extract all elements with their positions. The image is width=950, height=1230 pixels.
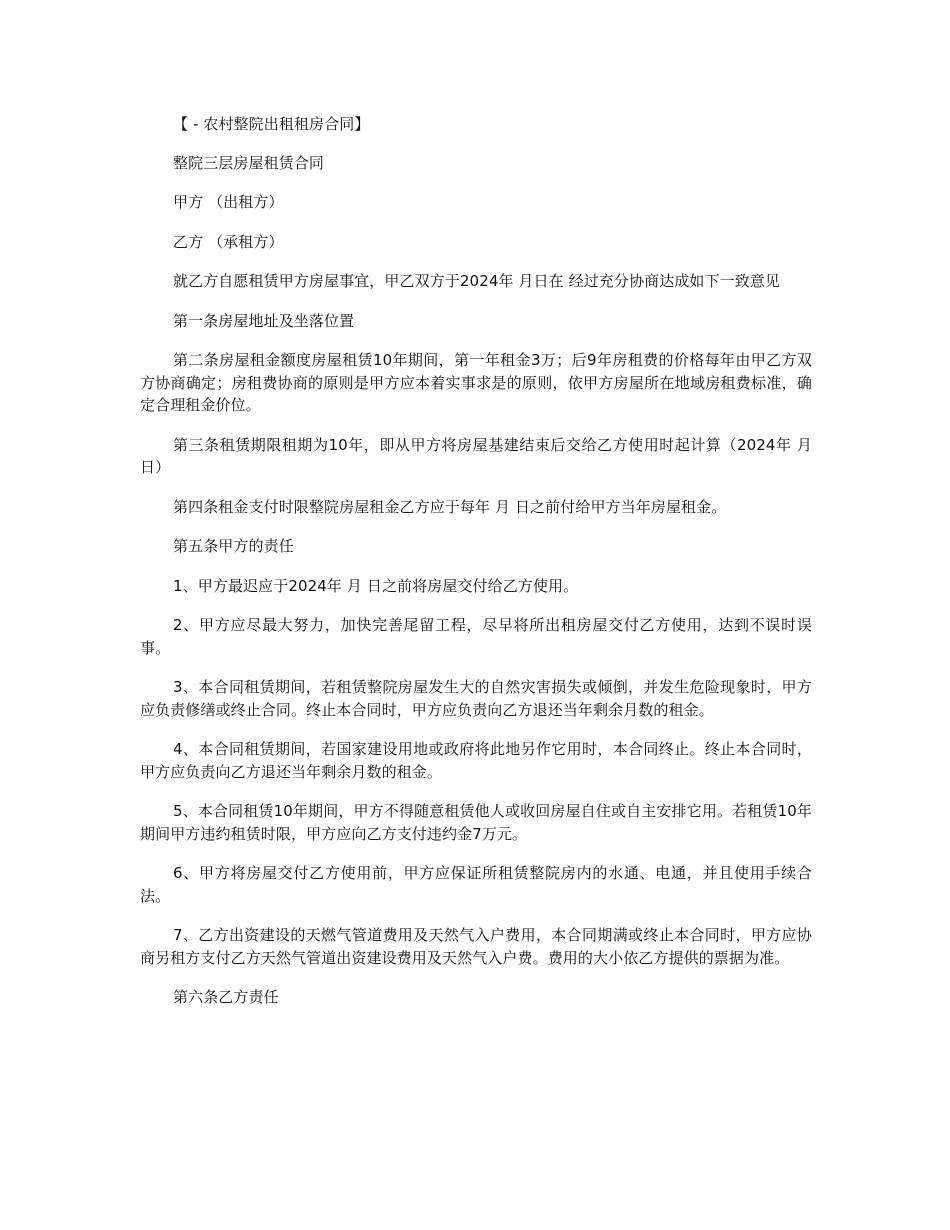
document-title: 【 - 农村整院出租租房合同】	[173, 115, 370, 133]
paragraph: 5、本合同租赁10年期间，甲方不得随意租赁他人或收回房屋自住或自主安排它用。若租赁10年期间甲方违约租赁时限，甲方应向乙方支付违约金7万元。	[140, 802, 812, 843]
paragraph: 4、本合同租赁期间，若国家建设用地或政府将此地另作它用时，本合同终止。终止本合同时，甲方应负责向乙方退还当年剩余月数的租金。	[140, 740, 812, 781]
paragraph: 第一条房屋地址及坐落位置	[173, 311, 355, 330]
paragraph: 第四条租金支付时限整院房屋租金乙方应于每年 月 日之前付给甲方当年房屋租金。	[173, 497, 727, 516]
paragraph: 第五条甲方的责任	[173, 537, 294, 555]
paragraph: 第六条乙方责任	[173, 988, 279, 1006]
paragraph: 2、甲方应尽最大努力，加快完善尾留工程，尽早将所出租房屋交付乙方使用，达到不误时误事。	[140, 616, 812, 657]
paragraph: 第三条租赁期限租期为10年，即从甲方将房屋基建结束后交给乙方使用时起计算（2024年 月 日）	[140, 435, 812, 476]
paragraph: 第二条房屋租金额度房屋租赁10年期间，第一年租金3万；后9年房租费的价格每年由甲乙方双方协商确定；房租费协商的原则是甲方应本着实事求是的原则，依甲方房屋所在地域房租费标准，确定合理租金价位。	[140, 351, 812, 414]
paragraph: 就乙方自愿租赁甲方房屋事宜，甲乙双方于2024年 月日在 经过充分协商达成如下一致意见	[173, 272, 781, 290]
paragraph: 乙方 （承租方）	[173, 232, 284, 251]
paragraph: 3、本合同租赁期间，若租赁整院房屋发生大的自然灾害损失或倾倒，并发生危险现象时，甲方应负责修缮或终止合同。终止本合同时，甲方应负责向乙方退还当年剩余月数的租金。	[140, 678, 812, 719]
paragraph: 整院三层房屋租赁合同	[173, 153, 325, 172]
paragraph: 7、乙方出资建设的天燃气管道费用及天然气入户费用，本合同期满或终止本合同时，甲方应协商另租方支付乙方天然气管道出资建设费用及天然气入户费。费用的大小依乙方提供的票据为准。	[140, 926, 812, 967]
paragraph: 6、甲方将房屋交付乙方使用前，甲方应保证所租赁整院房内的水通、电通，并且使用手续合法。	[140, 864, 812, 905]
document-page	[140, 113, 812, 1026]
paragraph: 1、甲方最迟应于2024年 月 日之前将房屋交付给乙方使用。	[173, 576, 579, 595]
paragraph: 甲方 （出租方）	[173, 193, 284, 211]
